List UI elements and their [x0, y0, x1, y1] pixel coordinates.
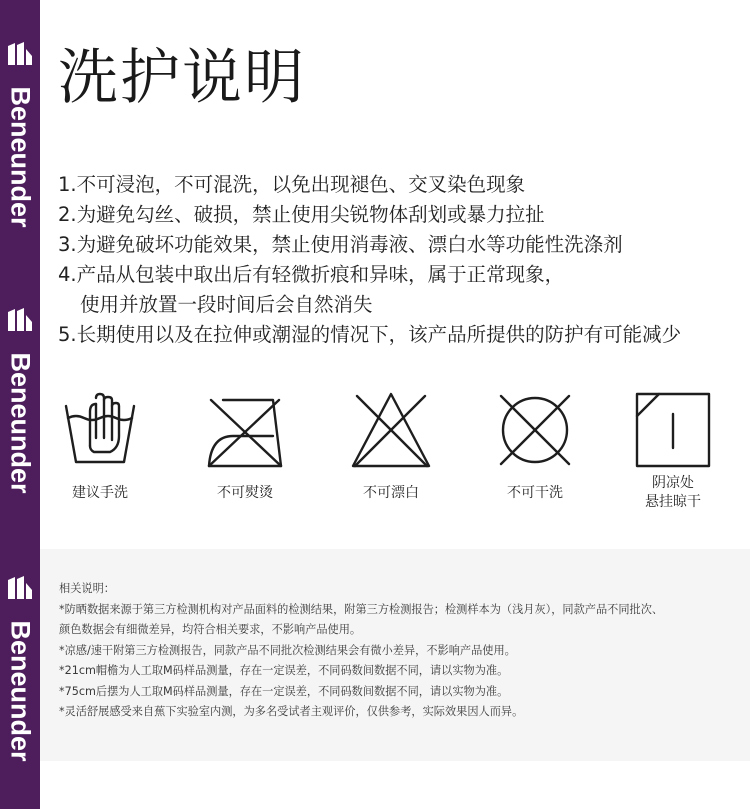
instruction-item: 5.长期使用以及在拉伸或潮湿的情况下，该产品所提供的防护有可能减少 — [58, 323, 682, 346]
brand-wordmark: Beneunder — [5, 620, 36, 762]
brand-logo — [0, 306, 40, 506]
care-symbol-label: 不可熨烫 — [217, 485, 273, 501]
care-symbol-no-dry-clean — [480, 390, 590, 503]
line-dry-shade-icon — [633, 390, 713, 470]
notes-section — [40, 549, 750, 761]
instruction-item: 1.不可浸泡，不可混洗，以免出现褪色、交叉染色现象 — [58, 173, 526, 196]
care-symbol-label-line: 悬挂晾干 — [645, 494, 701, 510]
care-symbol-label: 不可干洗 — [507, 485, 563, 501]
notes-line: *凉感/速干附第三方检测报告，同款产品不同批次检测结果会有微小差异，不影响产品使用。 — [59, 643, 516, 657]
care-symbol-label: 不可漂白 — [363, 485, 419, 501]
care-symbol-hand-wash — [45, 390, 155, 503]
brand-mark-icon — [7, 40, 33, 66]
care-instructions-list — [58, 170, 681, 350]
care-symbol-no-iron — [190, 390, 300, 503]
care-symbol-label — [618, 474, 728, 512]
notes-heading: 相关说明： — [59, 582, 115, 595]
notes-line: *防晒数据来源于第三方检测机构对产品面料的检测结果，附第三方检测报告；检测样本为（浅月灰），同款产品不同批次、 — [59, 602, 664, 616]
brand-mark-icon — [7, 306, 33, 332]
hand-wash-icon — [60, 390, 140, 470]
instruction-item-continuation: 使用并放置一段时间后会自然消失 — [80, 293, 373, 316]
instruction-item: 4.产品从包装中取出后有轻微折痕和异味，属于正常现象， — [58, 263, 565, 286]
instruction-item: 3.为避免破坏功能效果，禁止使用消毒液、漂白水等功能性洗涤剂 — [58, 233, 623, 256]
care-symbol-no-bleach — [336, 390, 446, 503]
brand-mark-icon — [7, 574, 33, 600]
brand-sidebar — [0, 0, 40, 809]
instruction-item: 2.为避免勾丝、破损，禁止使用尖锐物体刮划或暴力拉扯 — [58, 203, 545, 226]
notes-line: *75cm后摆为人工取M码样品测量，存在一定误差，不同码数间数据不同，请以实物为准。 — [59, 684, 509, 698]
care-symbol-label: 建议手洗 — [72, 485, 128, 501]
notes-line: 颜色数据会有细微差异，均符合相关要求，不影响产品使用。 — [59, 623, 362, 636]
notes-line: *灵活舒展感受来自蕉下实验室内测，为多名受试者主观评价，仅供参考，实际效果因人而异。 — [59, 705, 524, 718]
no-bleach-icon — [349, 390, 433, 470]
care-symbols-row — [40, 390, 750, 530]
no-iron-icon — [205, 390, 285, 470]
care-symbol-label-line: 阴凉处 — [652, 475, 694, 491]
care-symbol-line-dry-shade — [618, 390, 728, 512]
brand-logo — [0, 574, 40, 774]
page-title: 洗护说明 — [58, 43, 306, 113]
no-tumble-dry-icon — [495, 390, 575, 470]
brand-wordmark: Beneunder — [5, 86, 36, 228]
notes-line: *21cm帽檐为人工取M码样品测量，存在一定误差，不同码数间数据不同，请以实物为准。 — [59, 664, 509, 677]
brand-wordmark: Beneunder — [5, 352, 36, 494]
brand-logo — [0, 40, 40, 240]
